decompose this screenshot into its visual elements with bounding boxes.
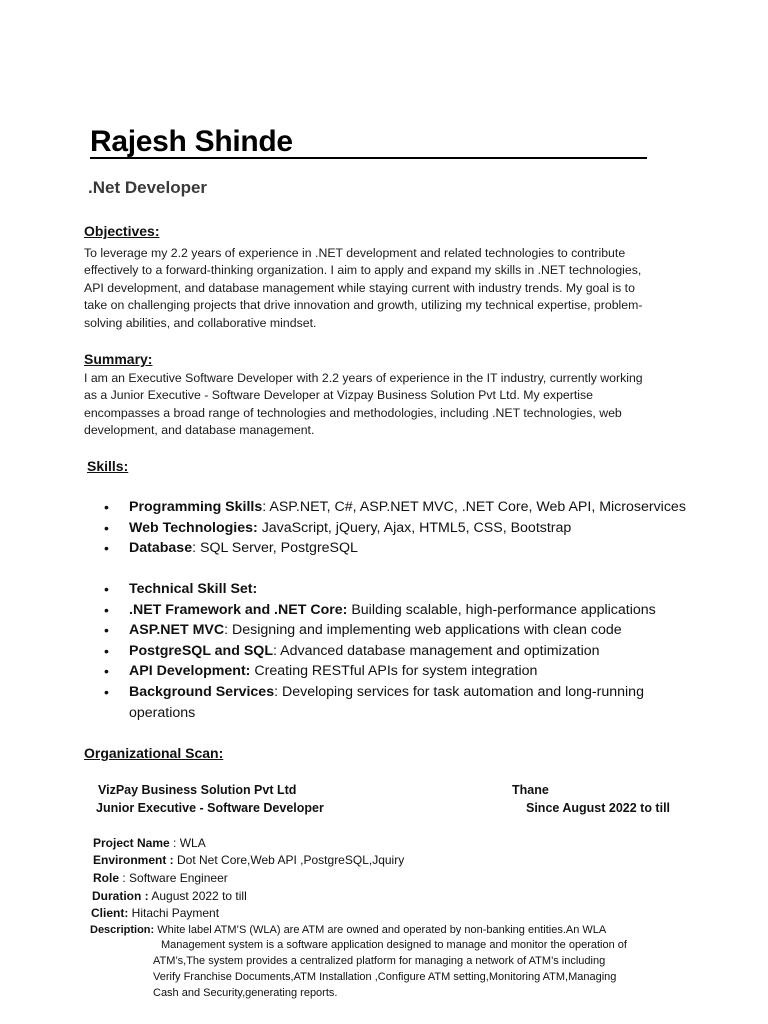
environment-row — [93, 853, 404, 867]
description-line: Cash and Security,generating reports. — [153, 987, 338, 999]
client-label: Client: — [91, 906, 129, 920]
environment-label: Environment : — [93, 853, 174, 867]
skill-label: Database — [129, 540, 193, 557]
skill-text: : SQL Server, PostgreSQL — [192, 540, 358, 557]
project-name-row — [93, 836, 206, 850]
bullet-icon: • — [104, 540, 109, 557]
list-item — [104, 600, 704, 621]
project-name-value: : WLA — [169, 836, 206, 850]
skill-text: : Designing and implementing web applications with clean code — [224, 622, 622, 639]
organizational-heading: Organizational Scan: — [84, 745, 224, 761]
candidate-name: Rajesh Shinde — [90, 125, 293, 158]
skill-label: API Development: — [129, 663, 251, 680]
skill-label: Background Services — [129, 683, 275, 700]
skill-label: Programming Skills — [129, 499, 263, 515]
skill-label: PostgreSQL and SQL — [129, 642, 274, 659]
summary-line: I am an Executive Software Developer with 2.2 years of experience in the IT industry, currently working — [84, 371, 643, 385]
skill-label: Technical Skill Set: — [129, 581, 258, 597]
project-name-label: Project Name — [93, 836, 170, 850]
objectives-paragraph — [84, 245, 684, 332]
skills-heading: Skills: — [87, 458, 129, 474]
skill-text: : ASP.NET, C#, ASP.NET MVC, .NET Core, Web API, Microservices — [262, 499, 686, 515]
bullet-icon: • — [104, 499, 109, 515]
list-item — [104, 661, 704, 682]
description-line: Management system is a software application designed to manage and monitor the operation of — [161, 939, 627, 951]
bullet-icon: • — [104, 601, 109, 618]
position-title: Junior Executive - Software Developer — [96, 801, 324, 815]
summary-line: encompasses a broad range of technologies and methodologies, including .NET technologies, web — [84, 405, 622, 420]
skill-label: .NET Framework and .NET Core: — [129, 601, 348, 618]
skill-text: Building scalable, high-performance applications — [347, 601, 656, 618]
skill-label: ASP.NET MVC — [129, 622, 225, 639]
skill-label: Web Technologies: — [129, 519, 258, 536]
environment-value: Dot Net Core,Web API ,PostgreSQL,Jquiry — [173, 853, 405, 867]
list-item — [104, 620, 704, 641]
summary-line: as a Junior Executive - Software Developer at Vizpay Business Solution Pvt Ltd. My expertise — [84, 388, 593, 403]
list-item — [104, 682, 704, 723]
objectives-line: solving abilities, and collaborative mindset. — [84, 315, 317, 330]
description-line: Verify Franchise Documents,ATM Installation ,Configure ATM setting,Monitoring ATM,Managing — [153, 971, 617, 983]
role-value: : Software Engineer — [119, 871, 228, 885]
skill-text-continuation: operations — [129, 704, 196, 721]
job-title: .Net Developer — [88, 178, 208, 197]
bullet-icon: • — [104, 683, 109, 700]
client-value: Hitachi Payment — [128, 906, 220, 920]
bullet-icon: • — [104, 663, 109, 680]
skill-text: : Developing services for task automation and long-running — [274, 683, 644, 700]
objectives-line: take on challenging projects that drive innovation and growth, utilizing my technical expertise, problem- — [84, 298, 643, 313]
role-label: Role — [93, 871, 120, 885]
description-text: White label ATM’S (WLA) are ATM are owned and operated by non-banking entities.An WLA — [154, 924, 607, 936]
description-line — [90, 924, 606, 936]
summary-heading: Summary: — [84, 351, 153, 367]
employment-period: Since August 2022 to till — [526, 801, 671, 815]
bullet-icon: • — [104, 519, 109, 536]
skills-list-technical — [104, 579, 704, 723]
objectives-heading: Objectives: — [84, 223, 160, 239]
skills-list-primary — [104, 497, 704, 559]
bullet-icon: • — [104, 581, 109, 597]
objectives-line: To leverage my 2.2 years of experience in .NET development and related technologies to contribute — [84, 246, 626, 260]
bullet-icon: • — [104, 622, 109, 639]
skill-text: : Advanced database management and optimization — [273, 642, 600, 659]
role-row — [93, 871, 228, 885]
client-row — [91, 906, 219, 920]
objectives-line: effectively to a forward-thinking organization. I aim to apply and expand my skills in .NET technologies, — [84, 263, 642, 278]
duration-value: August 2022 to till — [148, 889, 247, 903]
list-item — [104, 641, 704, 662]
list-item — [104, 497, 704, 518]
bullet-icon: • — [104, 642, 109, 659]
company-name: VizPay Business Solution Pvt Ltd — [98, 783, 297, 797]
company-location: Thane — [512, 783, 549, 797]
list-item — [104, 518, 704, 539]
skill-text: JavaScript, jQuery, Ajax, HTML5, CSS, Bootstrap — [257, 519, 572, 536]
objectives-line: API development, and database management while staying current with industry trends. My goal is to — [84, 280, 635, 295]
summary-paragraph — [84, 370, 684, 440]
duration-label: Duration : — [92, 889, 149, 903]
duration-row — [92, 889, 247, 903]
list-item — [104, 579, 704, 600]
description-line: ATM’s,The system provides a centralized platform for managing a network of ATM’s including — [153, 955, 606, 967]
description-label: Description: — [90, 924, 155, 936]
summary-line: development, and database management. — [84, 423, 315, 438]
skill-text: Creating RESTful APIs for system integration — [250, 663, 538, 680]
name-underline-rule — [90, 157, 647, 159]
list-item — [104, 538, 704, 559]
